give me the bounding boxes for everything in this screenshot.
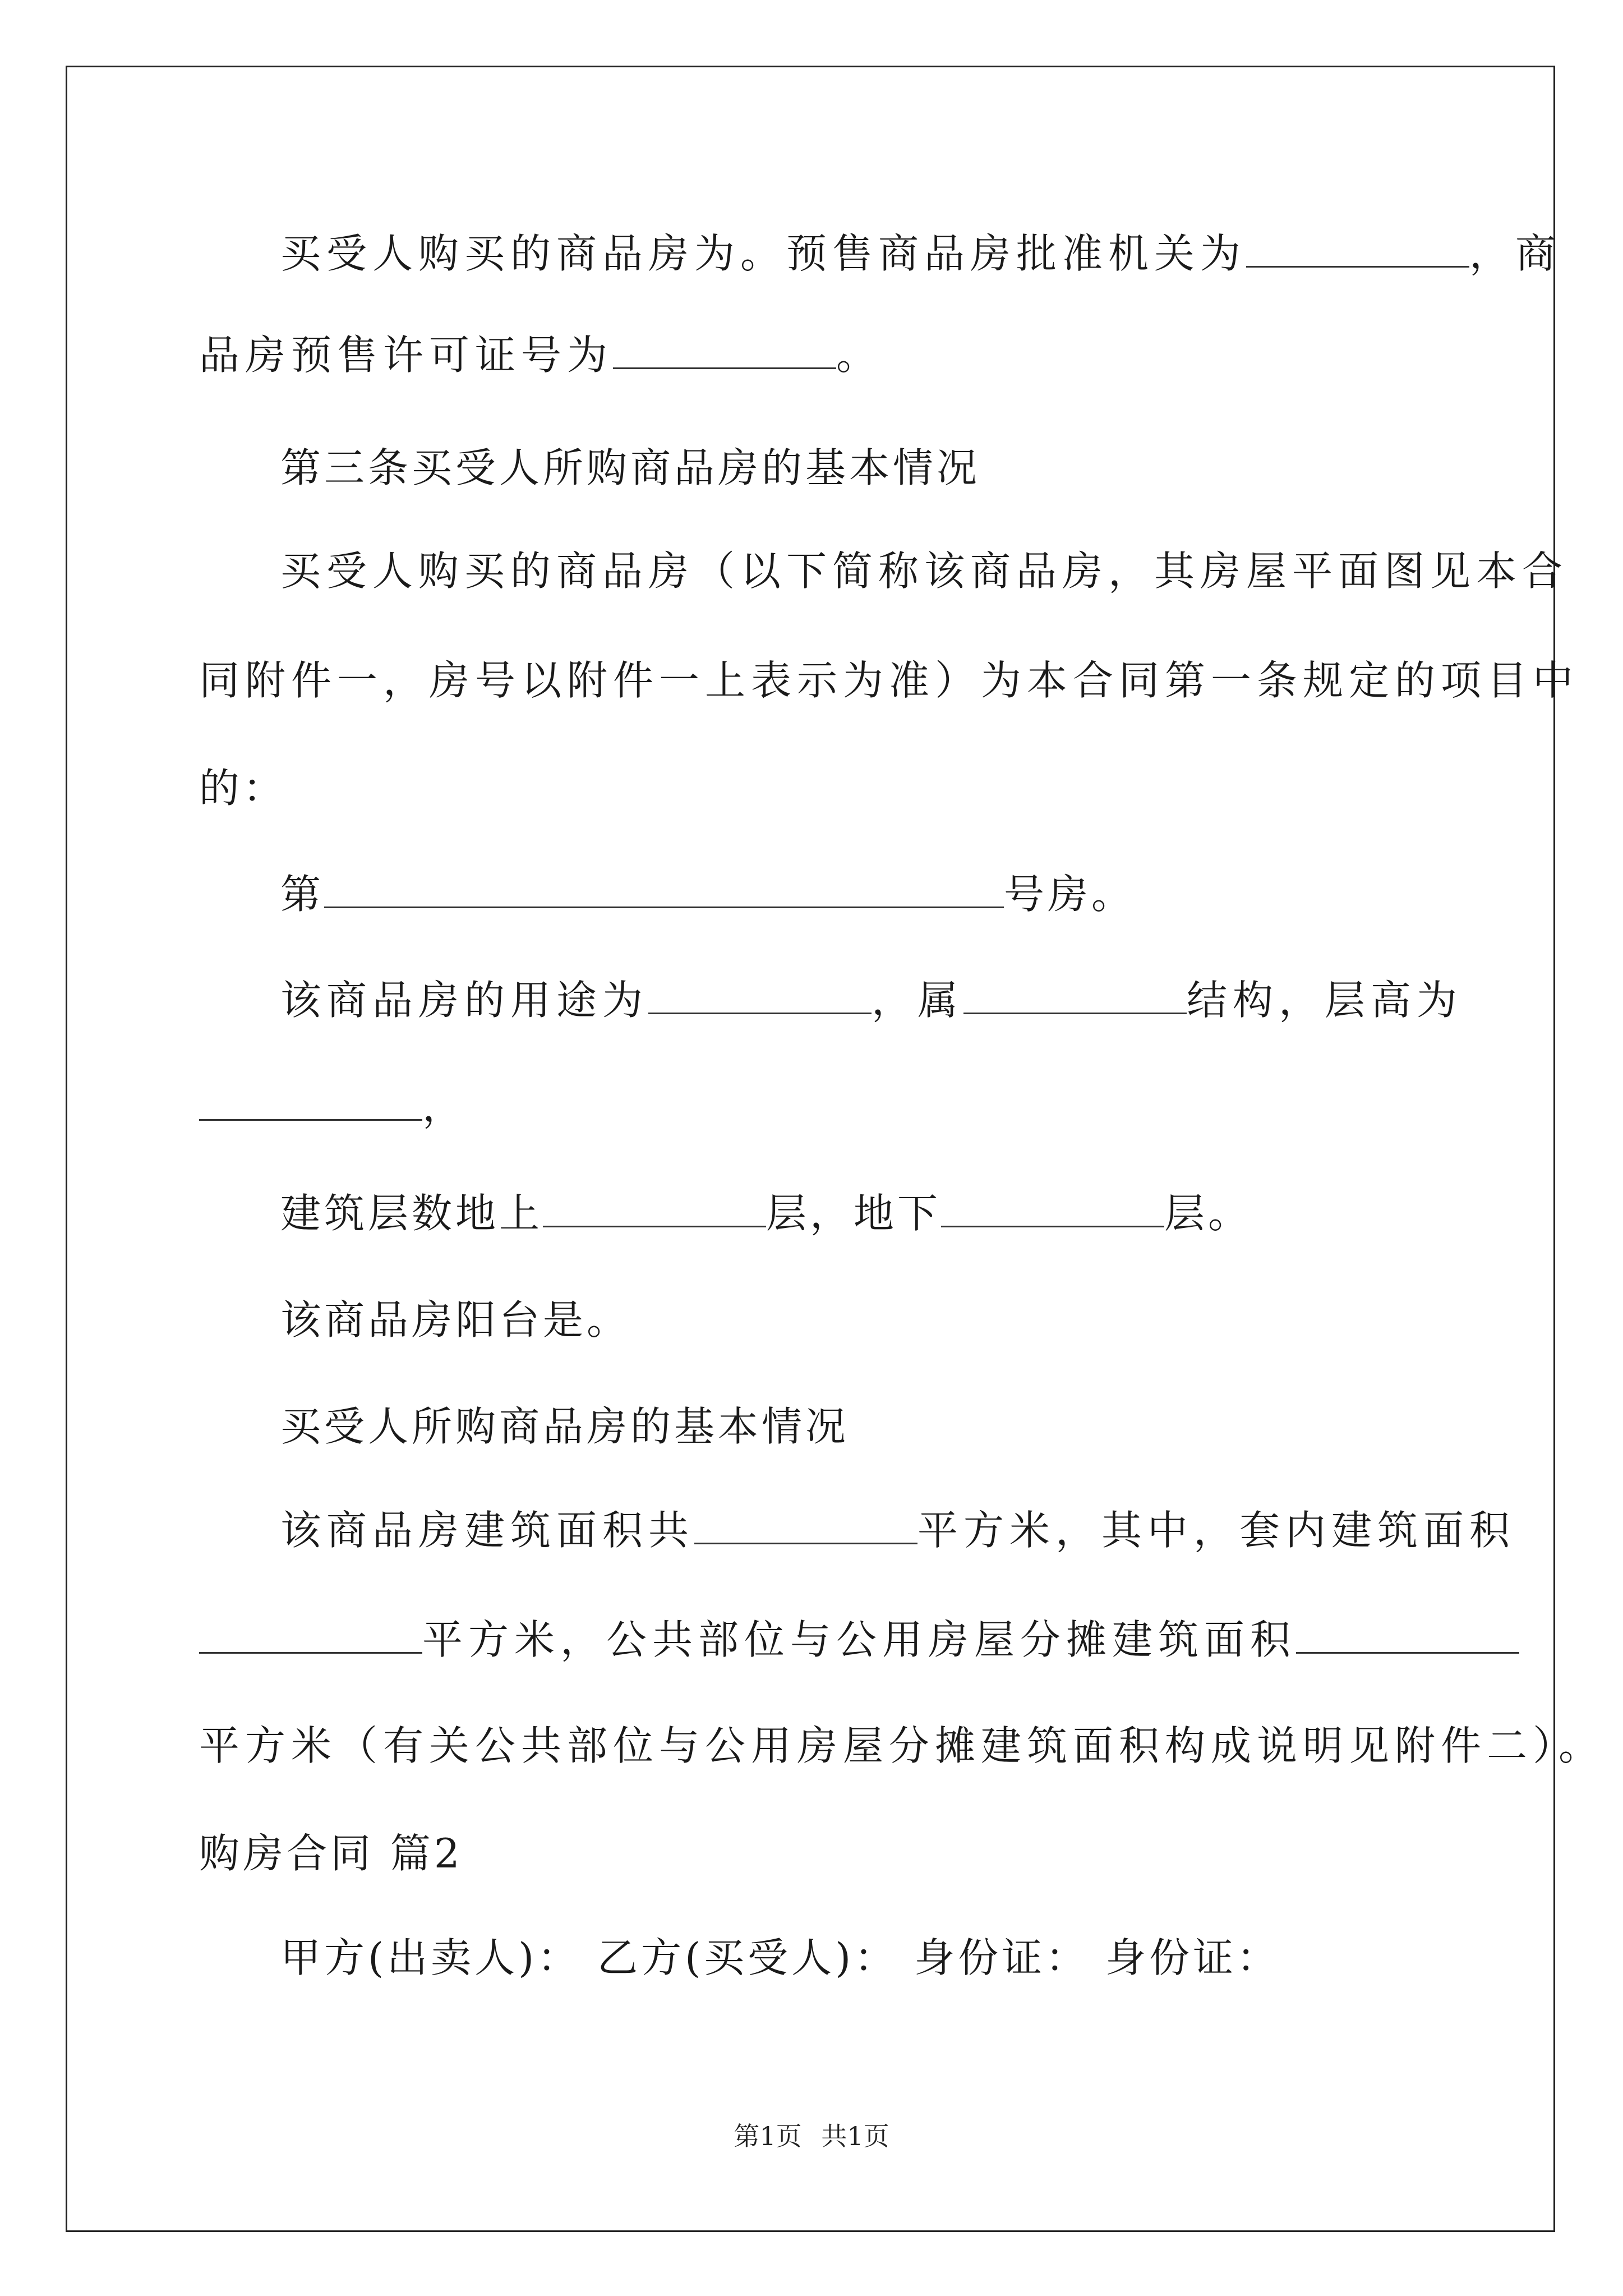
text: 平方米，其中，套内建筑面积 (917, 1507, 1516, 1554)
paragraph-line-1 (280, 227, 1561, 280)
text: 号房。 (1004, 871, 1136, 918)
blank-field-usage[interactable] (648, 976, 872, 1014)
blank-field-approval-authority[interactable] (1246, 229, 1469, 268)
paragraph-line-4: 买受人购买的商品房（以下简称该商品房，其房屋平面图见本合 (280, 547, 1569, 595)
text: 。 (836, 332, 883, 379)
blank-field-total-area[interactable] (694, 1506, 917, 1544)
text: 结构，层高为 (1187, 977, 1463, 1024)
blank-field-presale-permit-number[interactable] (613, 330, 836, 369)
text: 平方米，公共部位与公用房屋分摊建筑面积 (422, 1616, 1297, 1663)
paragraph-line-area-total (280, 1503, 1515, 1557)
blank-field-floors-below[interactable] (941, 1189, 1164, 1227)
text: 该商品房的用途为 (280, 977, 649, 1024)
paragraph-line-area-inner (199, 1613, 1519, 1667)
contract-heading-part-2: 购房合同 篇2 (199, 1830, 463, 1877)
paragraph-line-room-number (280, 867, 1135, 921)
paragraph-line-area-note: 平方米（有关公共部位与公用房屋分摊建筑面积构成说明见附件二）。 (199, 1722, 1605, 1769)
page-number-total: 共1页 (821, 2121, 889, 2151)
section-heading-basic-info: 买受人所购商品房的基本情况 (280, 1403, 850, 1450)
text: 品房预售许可证号为 (199, 332, 614, 379)
text: ，商 (1469, 230, 1562, 277)
blank-field-floor-height[interactable] (199, 1082, 422, 1121)
paragraph-line-usage-structure (280, 973, 1463, 1027)
text: ，属 (872, 977, 964, 1024)
text: 层。 (1164, 1190, 1252, 1237)
text: 第 (280, 871, 325, 918)
page-footer (0, 2119, 1623, 2153)
text: 建筑层数地上 (280, 1190, 543, 1237)
blank-field-floors-above[interactable] (543, 1189, 766, 1227)
paragraph-line-5: 同附件一，房号以附件一上表示为准）为本合同第一条规定的项目中 (199, 657, 1579, 704)
page-border (66, 66, 1555, 2232)
paragraph-line-floor-height (199, 1080, 466, 1134)
blank-field-room-number[interactable] (324, 869, 1004, 908)
paragraph-line-2 (199, 328, 882, 382)
text: 层，地下 (766, 1190, 942, 1237)
paragraph-line-building-floors (280, 1186, 1252, 1240)
text: 该商品房建筑面积共 (280, 1507, 695, 1554)
paragraph-line-balcony: 该商品房阳台是。 (280, 1296, 631, 1343)
paragraph-line-6: 的： (199, 765, 287, 812)
blank-field-structure[interactable] (963, 976, 1187, 1014)
blank-field-shared-area[interactable] (1296, 1615, 1519, 1654)
text: ， (422, 1083, 467, 1130)
page-number-current: 第1页 (734, 2121, 802, 2151)
paragraph-line-parties: 甲方(出卖人)： 乙方(买受人)： 身份证： 身份证： (280, 1934, 1281, 1981)
text: 买受人购买的商品房为。预售商品房批准机关为 (280, 230, 1247, 277)
section-heading-article-3: 第三条买受人所购商品房的基本情况 (280, 444, 981, 491)
blank-field-inner-area[interactable] (199, 1615, 422, 1654)
